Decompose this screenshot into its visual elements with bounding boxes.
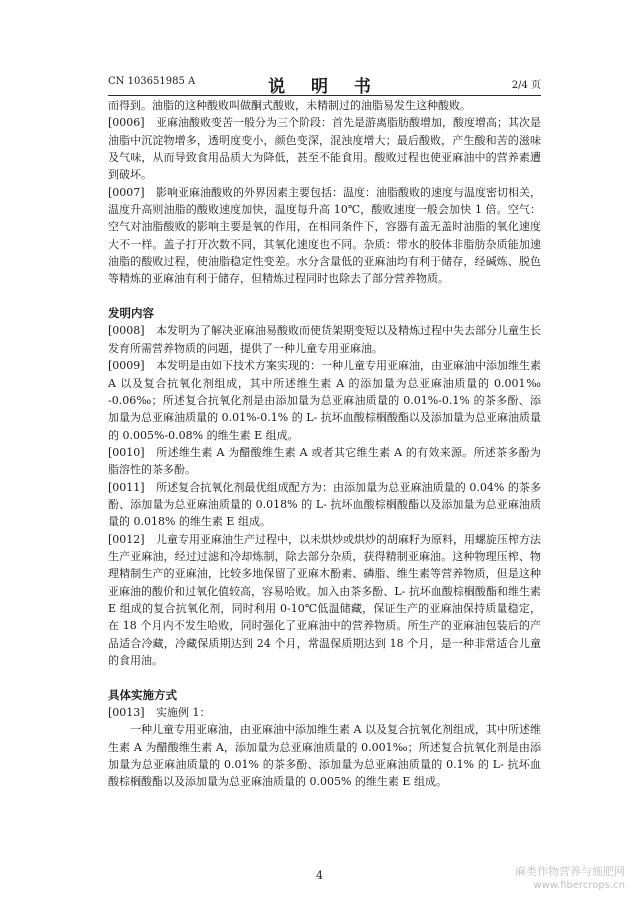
paragraph-text: 所述维生素 A 为醋酸维生素 A 或者其它维生素 A 的有效来源。所述茶多酚为脂溶性的茶多酚。 bbox=[108, 445, 541, 477]
paragraph-tag: [0013] bbox=[108, 706, 145, 720]
document-title: 说 明 书 bbox=[268, 77, 381, 97]
paragraph-text: 影响亚麻油酸败的外界因素主要包括：温度：油脂酸败的速度与温度密切相关，温度升高则油脂的酸败速度加快，温度每升高 10℃，酸败速度一般会加快 1 倍。空气：空气对油脂酸败的影响主要是氧的作用，在相同条件下，容器有盖无盖时油脂的氧化速度大不一样。盖子打开次数不同，其氧化速度也不同。杂质：带水的胶体非脂肪杂质能加速油脂的酸败过程，使油脂稳定性变差。水分含量低的亚麻油均有利于储存，经碱炼、脱色等精炼的亚麻油有利于储存，但精炼过程同时也除去了部分营养物质。 bbox=[108, 185, 541, 286]
page-header bbox=[108, 72, 541, 97]
paragraph-tag: [0008] bbox=[108, 324, 145, 338]
example-1-text bbox=[108, 721, 541, 790]
patent-number: CN 103651985 A bbox=[108, 76, 196, 87]
paragraph-0007 bbox=[108, 184, 541, 288]
section-heading-embodiment: 具体实施方式 bbox=[108, 687, 177, 702]
paragraph-tag: [0010] bbox=[108, 445, 145, 459]
paragraph-text: 而得到。油脂的这种酸败叫做酮式酸败，未精制过的油脂易发生这种酸败。 bbox=[108, 99, 471, 112]
watermark bbox=[515, 865, 625, 893]
example-label: 实施例 1： bbox=[156, 706, 211, 720]
paragraph-tag: [0009] bbox=[108, 359, 145, 373]
paragraph-tag: [0007] bbox=[108, 185, 145, 199]
body-text bbox=[108, 97, 541, 791]
header-rule bbox=[108, 95, 541, 96]
paragraph-0006 bbox=[108, 114, 541, 183]
paragraph-0011 bbox=[108, 479, 541, 531]
paragraph-text: 本发明为了解决亚麻油易酸败而使货架期变短以及精炼过程中失去部分儿童生长发育所需营养物质的问题，提供了一种儿童专用亚麻油。 bbox=[108, 324, 541, 355]
paragraph-text: 亚麻油酸败变苦一般分为三个阶段：首先是游离脂肪酸增加，酸度增高；其次是油脂中沉淀物增多，透明度变小，颜色变深，混浊度增大；最后酸败，产生酸和苦的滋味及气味，从而导致食用品质大为降低，甚至不能食用。酸败过程也使亚麻油中的营养素遭到破坏。 bbox=[108, 116, 541, 182]
paragraph-0009 bbox=[108, 357, 541, 444]
paragraph-tag: [0006] bbox=[108, 116, 145, 130]
paragraph-tag: [0012] bbox=[108, 532, 145, 546]
section-gap bbox=[108, 288, 541, 305]
watermark-url: www.fibercrops.cn bbox=[533, 880, 625, 891]
section-gap bbox=[108, 669, 541, 686]
paragraph-0013 bbox=[108, 704, 541, 721]
paragraph-text: 本发明是由如下技术方案实现的：一种儿童专用亚麻油，由亚麻油中添加维生素 A 以及复合抗氧化剂组成，其中所述维生素 A 的添加量为总亚麻油质量的 0.001‰ -0.06‰；所述复合抗氧化剂是由添加量为总亚麻油质量的 0.01%-0.1% 的茶多酚、添加量为总亚麻油质量的 0.01%-0.1% 的 L- 抗坏血酸棕榈酸酯以及添加量为总亚麻油质量的 0.005%-0.08% 的维生素 E 组成。 bbox=[108, 359, 541, 442]
paragraph-text: 所述复合抗氧化剂最优组成配方为：由添加量为总亚麻油质量的 0.04% 的茶多酚、添加量为总亚麻油质量的 0.018% 的 L- 抗坏血酸棕榈酸酯以及添加量为总亚麻油质量的 0.018% 的维生素 E 组成。 bbox=[108, 480, 541, 529]
paragraph-continued bbox=[108, 97, 541, 114]
paragraph-0008 bbox=[108, 322, 541, 357]
paragraph-text: 儿童专用亚麻油生产过程中，以未烘炒或烘炒的胡麻籽为原料，用螺旋压榨方法生产亚麻油，经过过滤和冷却炼制，除去部分杂质，获得精制亚麻油。这种物理压榨、物理精制生产的亚麻油，比较多地保留了亚麻木酚素、磷脂、维生素等营养物质，但是这种亚麻油的酸价和过氧化值较高，容易哈败。加入由茶多酚、L- 抗坏血酸棕榈酸酯和维生素 E 组成的复合抗氧化剂，同时利用 0-10℃低温储藏，保证生产的亚麻油保持质量稳定，在 18 个月内不发生哈败，同时强化了亚麻油中的营养物质。所生产的亚麻油包装后的产品适合冷藏，冷藏保质期达到 24 个月，常温保质期达到 18 个月，是一种非常适合儿童的食用油。 bbox=[108, 532, 541, 667]
watermark-site-name: 麻类作物营养与施肥网 bbox=[515, 865, 625, 878]
page-number: 4 bbox=[316, 869, 323, 882]
paragraph-text: 一种儿童专用亚麻油，由亚麻油中添加维生素 A 以及复合抗氧化剂组成，其中所述维生素 A 为醋酸维生素 A，添加量为总亚麻油质量的 0.001‰；所述复合抗氧化剂是由添加量为总亚麻油质量的 0.01% 的茶多酚、添加量为总亚麻油质量的 0.1% 的 L- 抗坏血酸棕榈酸酯以及添加量为总亚麻油质量的 0.005% 的维生素 E 组成。 bbox=[108, 723, 541, 789]
section-heading-invention: 发明内容 bbox=[108, 306, 154, 321]
paragraph-0012 bbox=[108, 531, 541, 670]
paragraph-tag: [0011] bbox=[108, 480, 145, 494]
page-indicator: 2/4 页 bbox=[511, 80, 541, 91]
paragraph-0010 bbox=[108, 444, 541, 479]
